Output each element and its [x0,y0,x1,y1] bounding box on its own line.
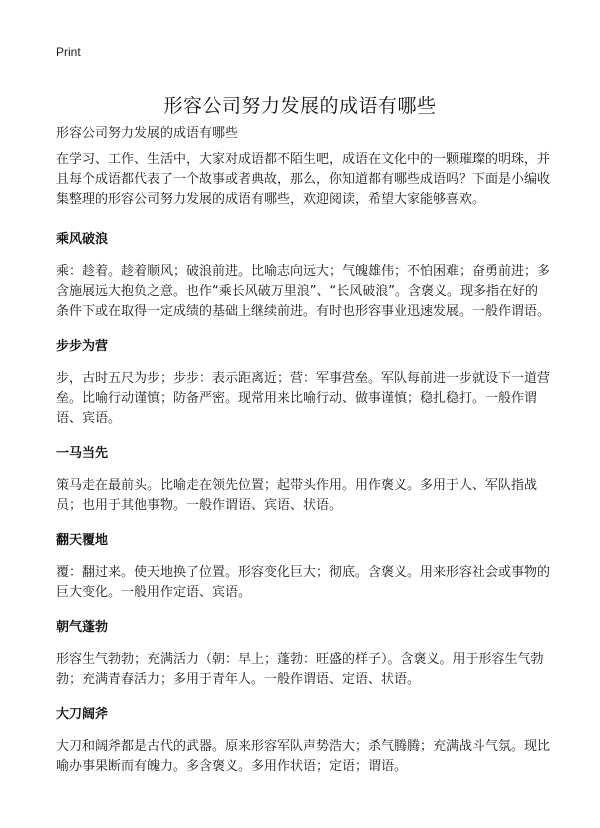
idiom-entry [56,230,550,322]
idiom-definition: 覆：翻过来。使天地换了位置。形容变化巨大；彻底。含褒义。用来形容社会或事物的巨大变化。一般用作定语、宾语。 [56,565,551,600]
idiom-term: 大刀阔斧 [56,707,109,722]
page-title: 形容公司努力发展的成语有哪些 [163,94,437,117]
idiom-term: 朝气蓬勃 [56,620,109,635]
idiom-definition: 形容生气勃勃；充满活力（朝：早上；蓬勃：旺盛的样子）。含褒义。用于形容生气勃勃；充满青春活力；多用于青年人。一般作谓语、定语、状语。 [56,652,544,687]
idiom-term: 翻天覆地 [56,533,109,548]
idiom-term: 步步为营 [56,339,109,354]
idiom-entry [56,705,550,777]
idiom-entry [56,337,550,429]
idiom-definition: 大刀和阔斧都是古代的武器。原来形容军队声势浩大；杀气腾腾；充满战斗气氛。现比喻办事果断而有魄力。多含褒义。多用作状语；定语；谓语。 [56,739,551,774]
print-link[interactable]: Print [56,45,81,59]
idiom-term: 一马当先 [56,446,109,461]
idiom-term: 乘风破浪 [56,232,109,247]
idiom-entry [56,444,550,516]
subtitle: 形容公司努力发展的成语有哪些 [56,126,239,141]
idiom-definition: 策马走在最前头。比喻走在领先位置；起带头作用。用作褒义。多用于人、军队指战员；也用于其他事物。一般作谓语、宾语、状语。 [56,478,538,513]
idiom-entry [56,531,550,603]
intro-paragraph: 在学习、工作、生活中，大家对成语都不陌生吧，成语在文化中的一颗璀璨的明珠，并且每个成语都代表了一个故事或者典故，那么，你知道都有哪些成语吗？下面是小编收集整理的形容公司努力发展的成语有哪些，欢迎阅读，希望大家能够喜欢。 [56,152,551,207]
idiom-list [56,230,550,792]
idiom-entry [56,618,550,690]
idiom-definition: 乘：趁着。趁着顺风；破浪前进。比喻志向远大；气魄雄伟；不怕困难；奋勇前进；多含施展远大抱负之意。也作“乘长风破万里浪”、“长风破浪”。含褒义。现多指在好的条件下或在取得一定成绩的基础上继续前进。有时也形容事业迅速发展。一般作谓语。 [56,264,551,319]
idiom-definition: 步，古时五尺为步；步步：表示距离近；营：军事营垒。军队每前进一步就设下一道营垒。比喻行动谨慎；防备严密。现常用来比喻行动、做事谨慎；稳扎稳打。一般作谓语、宾语。 [56,371,551,426]
